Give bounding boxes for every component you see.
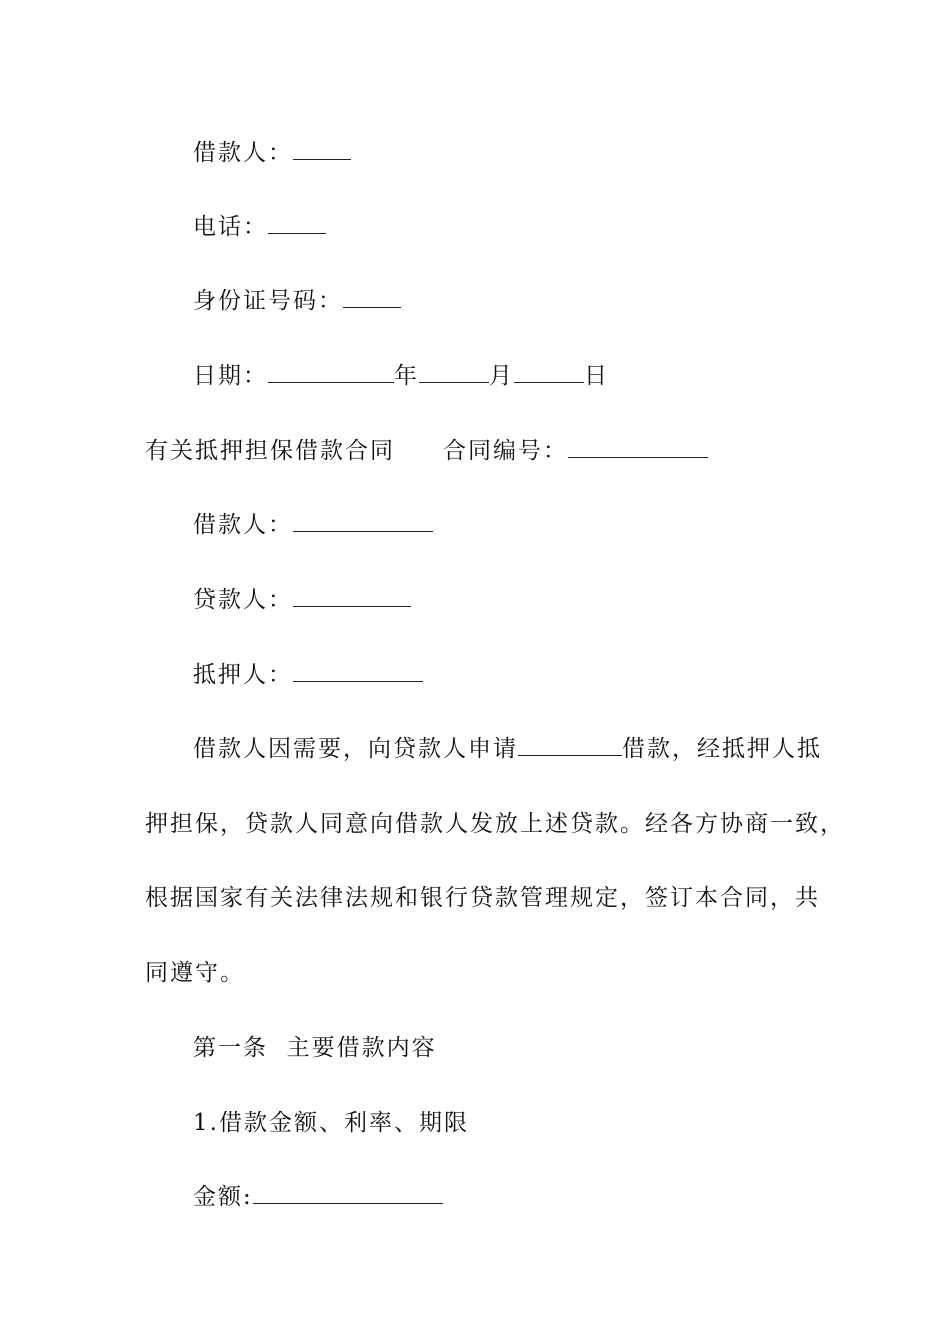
month-label: 月 <box>489 363 514 389</box>
item-title: 1.借款金额、利率、期限 <box>193 1110 469 1136</box>
paragraph-text: 借款人因需要，向贷款人申请 <box>193 736 518 762</box>
paragraph-text: 押担保，贷款人同意向借款人发放上述贷款。经各方协商一致， <box>145 811 845 837</box>
borrower-blank[interactable] <box>293 513 433 532</box>
year-blank[interactable] <box>268 364 394 383</box>
mortgagor-line <box>193 660 423 690</box>
contract-number-blank[interactable] <box>568 439 708 458</box>
day-blank[interactable] <box>514 364 584 383</box>
lender-line <box>193 585 411 615</box>
amount-line <box>193 1182 443 1212</box>
contract-title-line <box>145 436 708 466</box>
day-label: 日 <box>584 363 609 389</box>
phone-label: 电话： <box>193 214 268 240</box>
paragraph-text: 根据国家有关法律法规和银行贷款管理规定，签订本合同，共 <box>145 885 820 911</box>
phone-line <box>193 212 326 242</box>
paragraph-line-1 <box>193 734 822 764</box>
lender-label: 贷款人： <box>193 587 293 613</box>
date-line <box>193 361 609 391</box>
amount-label: 金额: <box>193 1184 253 1210</box>
paragraph-line-3 <box>145 883 820 913</box>
contract-number-label: 合同编号： <box>443 438 568 464</box>
date-label: 日期： <box>193 363 268 389</box>
year-label: 年 <box>394 363 419 389</box>
mortgagor-label: 抵押人： <box>193 662 293 688</box>
amount-blank[interactable] <box>253 1185 443 1204</box>
id-number-blank[interactable] <box>343 289 401 308</box>
borrower-line-2 <box>193 510 433 540</box>
id-number-label: 身份证号码： <box>193 288 343 314</box>
month-blank[interactable] <box>419 364 489 383</box>
article-title: 第一条 主要借款内容 <box>193 1035 437 1061</box>
paragraph-line-2 <box>145 809 845 839</box>
phone-blank[interactable] <box>268 215 326 234</box>
borrower-label: 借款人： <box>193 140 293 166</box>
loan-purpose-blank[interactable] <box>518 737 622 756</box>
borrower-line-1 <box>193 138 351 168</box>
contract-title: 有关抵押担保借款合同 <box>145 438 395 464</box>
borrower-label: 借款人： <box>193 512 293 538</box>
paragraph-line-4 <box>145 958 245 988</box>
lender-blank[interactable] <box>293 588 411 607</box>
paragraph-text: 借款，经抵押人抵 <box>622 736 822 762</box>
paragraph-text: 同遵守。 <box>145 960 245 986</box>
item-heading <box>193 1108 469 1138</box>
id-number-line <box>193 286 401 316</box>
borrower-blank[interactable] <box>293 141 351 160</box>
mortgagor-blank[interactable] <box>293 663 423 682</box>
article-heading <box>193 1033 437 1063</box>
